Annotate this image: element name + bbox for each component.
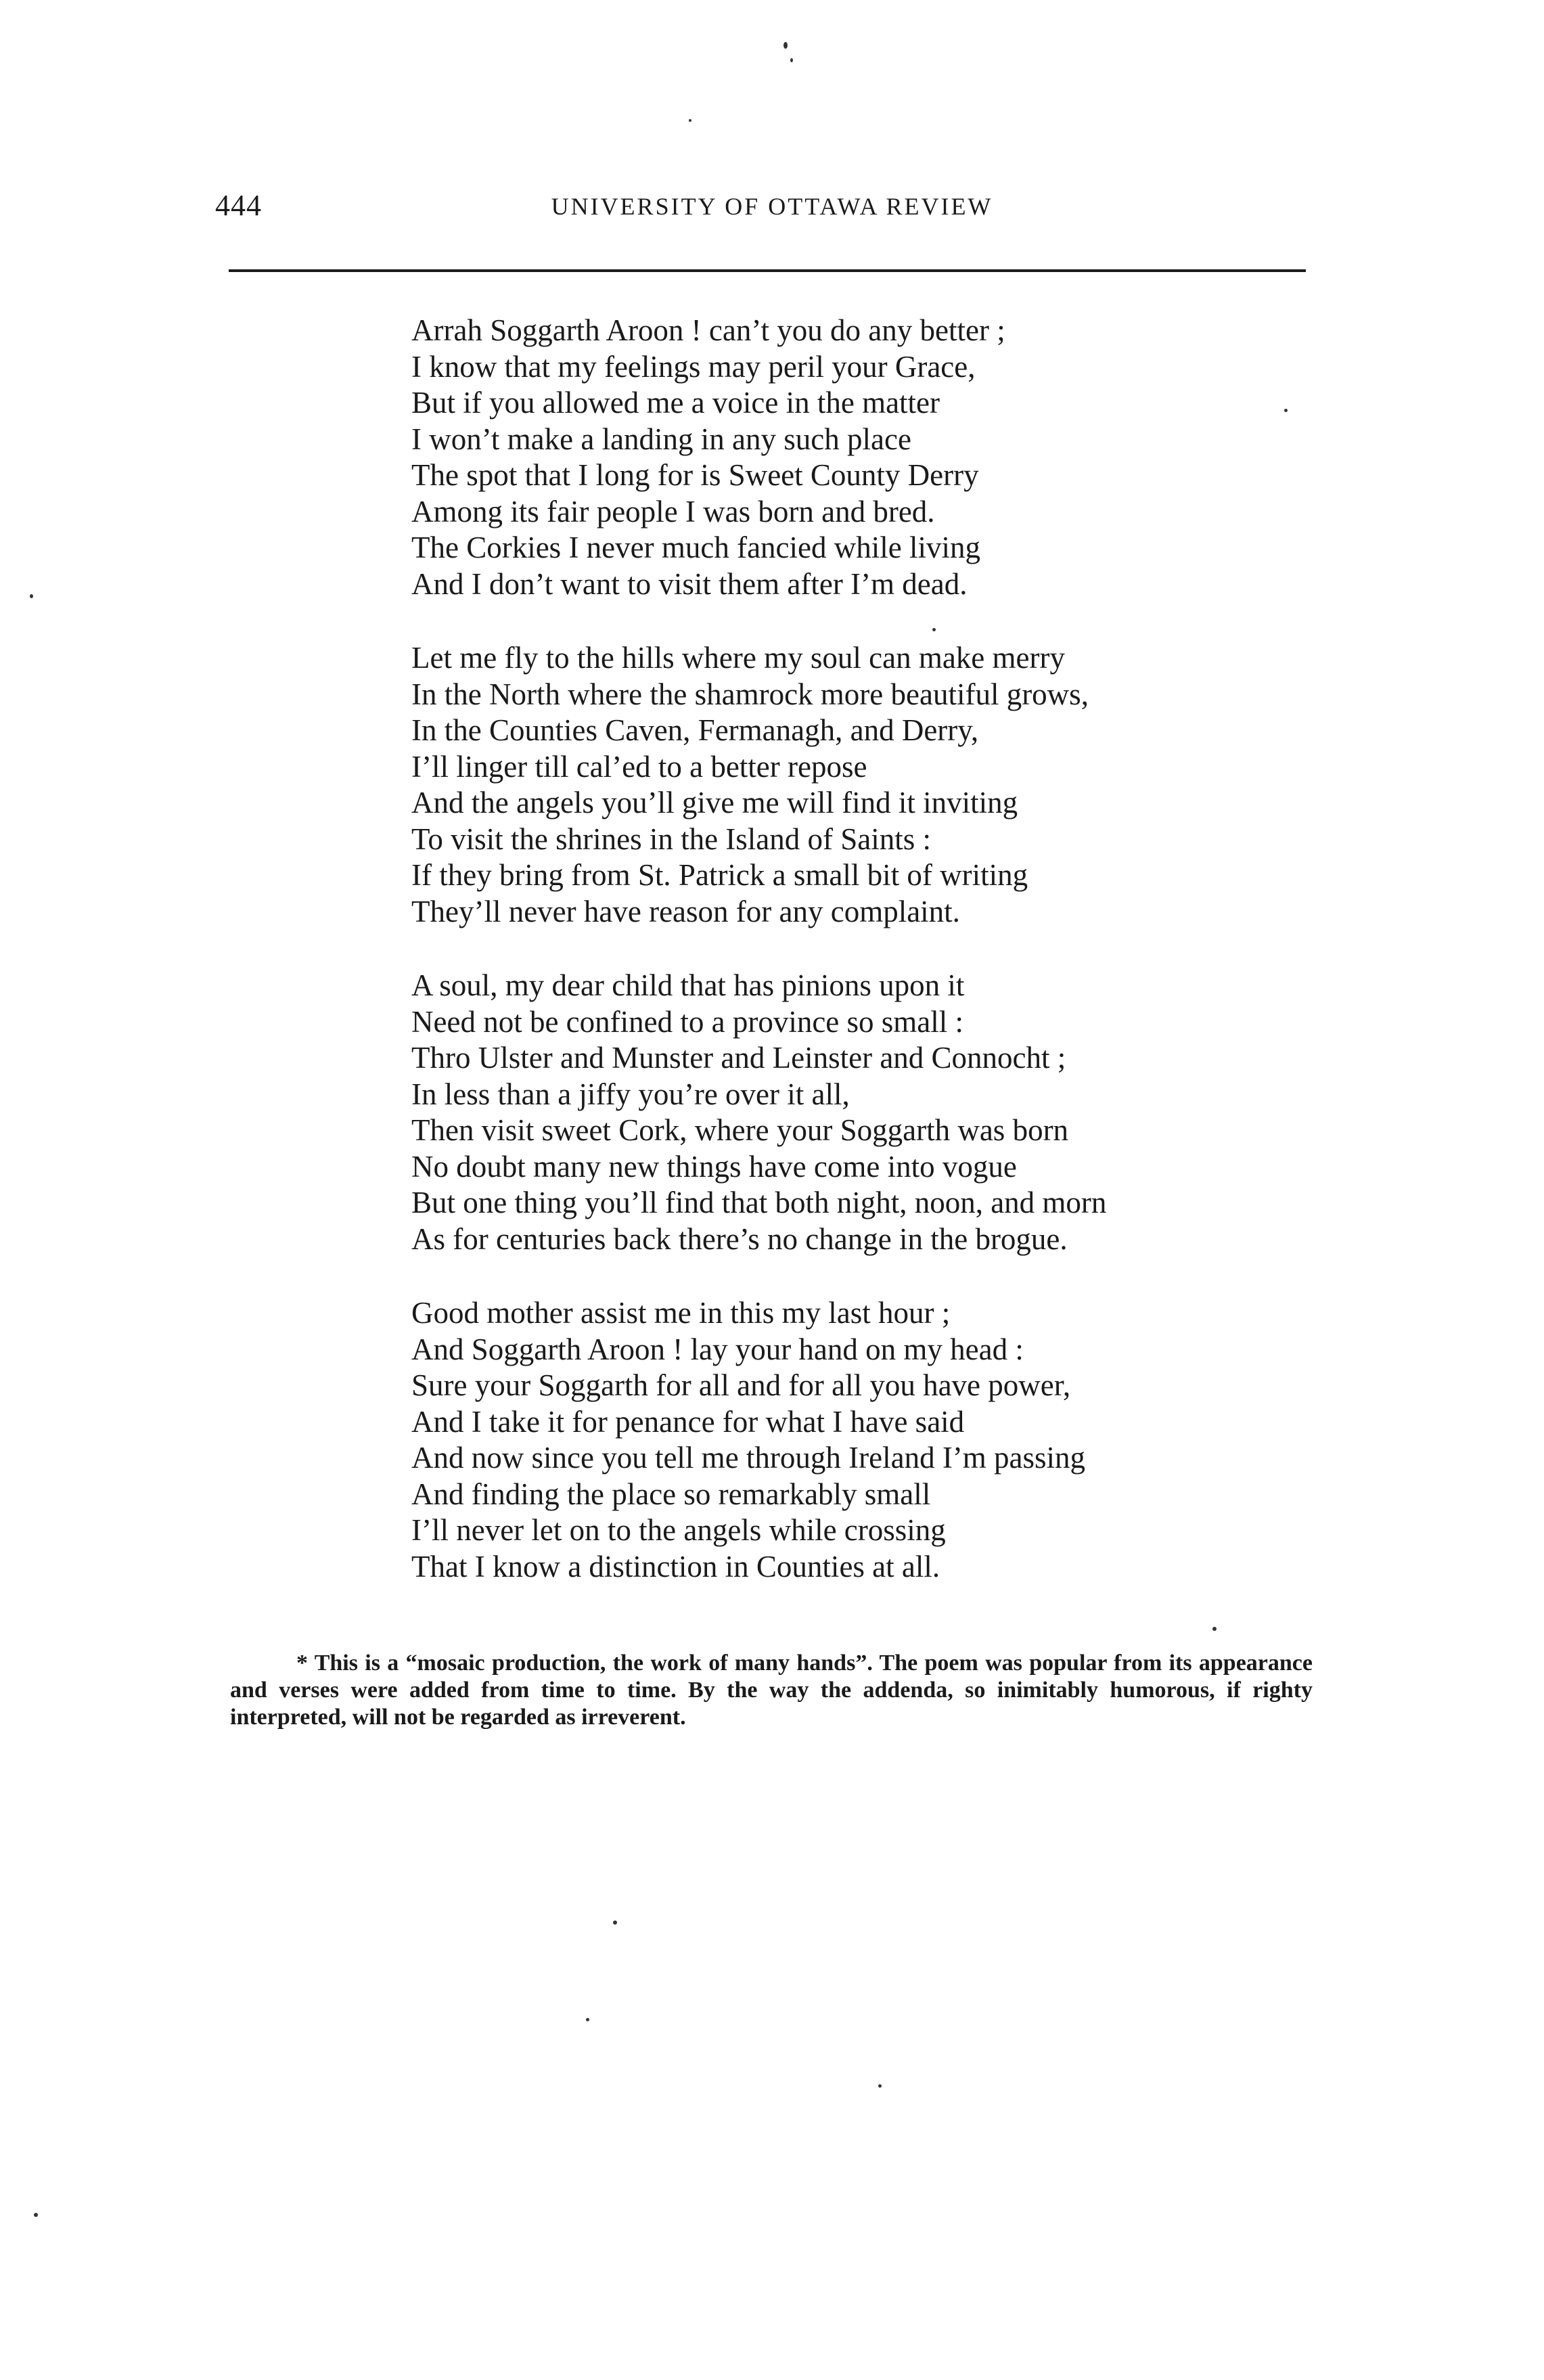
poem-line: They’ll never have reason for any complaint.: [411, 894, 960, 928]
poem-line: The Corkies I never much fancied while living: [411, 531, 980, 564]
running-title: UNIVERSITY OF OTTAWA REVIEW: [551, 193, 993, 220]
scan-speck: [932, 628, 936, 631]
poem-line: In the North where the shamrock more beautiful grows,: [411, 677, 1089, 711]
poem-line: A soul, my dear child that has pinions upon it: [411, 968, 965, 1002]
stanza: [411, 640, 1359, 930]
poem-line: I won’t make a landing in any such place: [411, 422, 911, 456]
poem-line: And I take it for penance for what I have said: [411, 1404, 965, 1439]
poem-line: But if you allowed me a voice in the matter: [411, 386, 940, 420]
scan-speck: [1212, 1627, 1217, 1631]
poem-line: If they bring from St. Patrick a small bit of writing: [411, 858, 1028, 892]
poem-line: Let me fly to the hills where my soul can make merry: [411, 641, 1065, 675]
poem-line: Among its fair people I was born and bred.: [411, 494, 935, 529]
page-number: 444: [215, 189, 262, 222]
poem-line: Sure your Soggarth for all and for all you have power,: [411, 1368, 1071, 1402]
poem-line: I’ll linger till cal’ed to a better repose: [411, 749, 867, 784]
poem-line: In less than a jiffy you’re over it all,: [411, 1077, 850, 1111]
poem-line: Good mother assist me in this my last hour ;: [411, 1296, 951, 1330]
poem-line: Thro Ulster and Munster and Leinster and Connocht ;: [411, 1041, 1066, 1075]
poem-line: I’ll never let on to the angels while crossing: [411, 1513, 946, 1547]
stanza: [411, 968, 1359, 1257]
poem-line: I know that my feelings may peril your Grace,: [411, 349, 976, 384]
poem-line: That I know a distinction in Counties at all.: [411, 1549, 940, 1584]
poem-line: And the angels you’ll give me will find it inviting: [411, 786, 1018, 819]
scan-speck: [689, 119, 691, 122]
scan-speck: [790, 58, 793, 62]
poem-line: Then visit sweet Cork, where your Soggarth was born: [411, 1113, 1069, 1147]
scan-speck: [30, 594, 33, 598]
stanza: [411, 313, 1359, 602]
scan-speck: [613, 1921, 617, 1925]
scan-speck: [1284, 409, 1288, 412]
footnote: * This is a “mosaic production, the work of many hands”. The poem was popular from its appearance and verses were added from time to time. By the way the addenda, so inimitably humorous, if righty interpreted, will not be regarded as irreverent.: [230, 1651, 1313, 1730]
poem-line: Arrah Soggarth Aroon ! can’t you do any better ;: [411, 313, 1005, 347]
poem-line: And now since you tell me through Ireland I’m passing: [411, 1441, 1086, 1475]
poem-line: But one thing you’ll find that both night, noon, and morn: [411, 1186, 1107, 1219]
header-rule: [229, 269, 1306, 272]
scan-speck: [34, 2213, 38, 2217]
scan-speck: [784, 42, 788, 49]
poem-line: In the Counties Caven, Fermanagh, and Derry,: [411, 713, 979, 747]
poem-line: To visit the shrines in the Island of Saints :: [411, 822, 932, 856]
scan-speck: [878, 2084, 882, 2088]
poem-line: And I don’t want to visit them after I’m dead.: [411, 566, 968, 601]
stanza: [411, 1295, 1359, 1585]
scan-speck: [586, 2018, 589, 2021]
poem-line: The spot that I long for is Sweet County Derry: [411, 458, 979, 492]
poem: [411, 313, 1359, 1623]
poem-line: No doubt many new things have come into vogue: [411, 1149, 1017, 1184]
poem-line: Need not be confined to a province so small :: [411, 1004, 964, 1039]
poem-line: And Soggarth Aroon ! lay your hand on my head :: [411, 1332, 1024, 1366]
poem-line: As for centuries back there’s no change in the brogue.: [411, 1221, 1068, 1256]
poem-line: And finding the place so remarkably small: [411, 1477, 931, 1511]
